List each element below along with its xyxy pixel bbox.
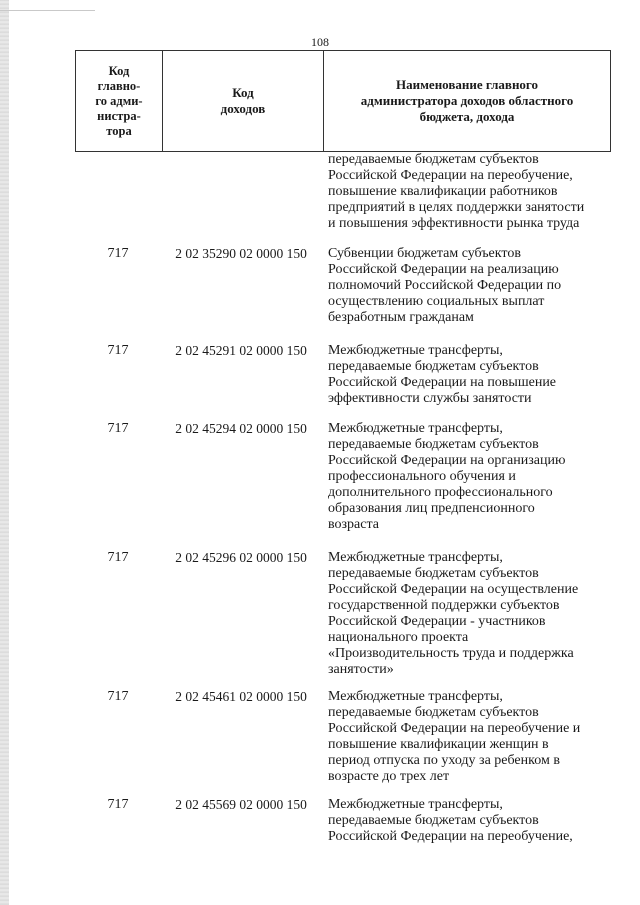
income-code: 2 02 45291 02 0000 150 <box>175 343 307 358</box>
scan-mark <box>0 0 95 11</box>
income-name: Субвенции бюджетам субъектов Российской Федерации на реализацию полномочий Российской Федерации по осуществлению социальных выплат безработным гражданам <box>328 246 562 325</box>
admin-code: 717 <box>107 797 129 812</box>
income-code: 2 02 45461 02 0000 150 <box>175 689 307 704</box>
income-name: Межбюджетные трансферты, передаваемые бюджетам субъектов Российской Федерации на организацию профессионального обучения и дополнительного профессионального образования лиц предпенсионного возраста <box>328 421 566 532</box>
income-code: 2 02 45294 02 0000 150 <box>175 421 307 436</box>
scan-edge <box>0 0 9 905</box>
income-name: Межбюджетные трансферты, передаваемые бюджетам субъектов Российской Федерации на осуществление государственной поддержки субъектов Российской Федерации - участников национального проекта «Производительность труда и поддержка занятости» <box>328 550 579 677</box>
admin-code: 717 <box>107 421 129 436</box>
header-name: Наименование главного администратора доходов областного бюджета, дохода <box>360 77 574 124</box>
header-income-code: Код доходов <box>163 51 324 151</box>
page-number: 108 <box>311 35 329 49</box>
income-name: Межбюджетные трансферты, передаваемые бюджетам субъектов Российской Федерации на переобучение и повышение квалификации женщин в период отпуска по уходу за ребенком в возрасте до трех лет <box>328 689 581 784</box>
income-name: Межбюджетные трансферты, передаваемые бюджетам субъектов Российской Федерации на повышение эффективности службы занятости <box>328 343 557 406</box>
table-header <box>75 50 611 152</box>
income-name: передаваемые бюджетам субъектов Российской Федерации на переобучение, повышение квалификации работников предприятий в целях поддержки занятости и повышения эффективности рынка труда <box>328 152 585 231</box>
income-name: Межбюджетные трансферты, передаваемые бюджетам субъектов Российской Федерации на переобучение, <box>328 797 573 844</box>
income-code: 2 02 45569 02 0000 150 <box>175 797 307 812</box>
income-code: 2 02 35290 02 0000 150 <box>175 246 307 261</box>
admin-code: 717 <box>107 343 129 358</box>
admin-code: 717 <box>107 689 129 704</box>
header-admin-code: Код главно- го адми- нистра- тора <box>76 51 163 151</box>
admin-code: 717 <box>107 246 129 261</box>
admin-code: 717 <box>107 550 129 565</box>
income-code: 2 02 45296 02 0000 150 <box>175 550 307 565</box>
